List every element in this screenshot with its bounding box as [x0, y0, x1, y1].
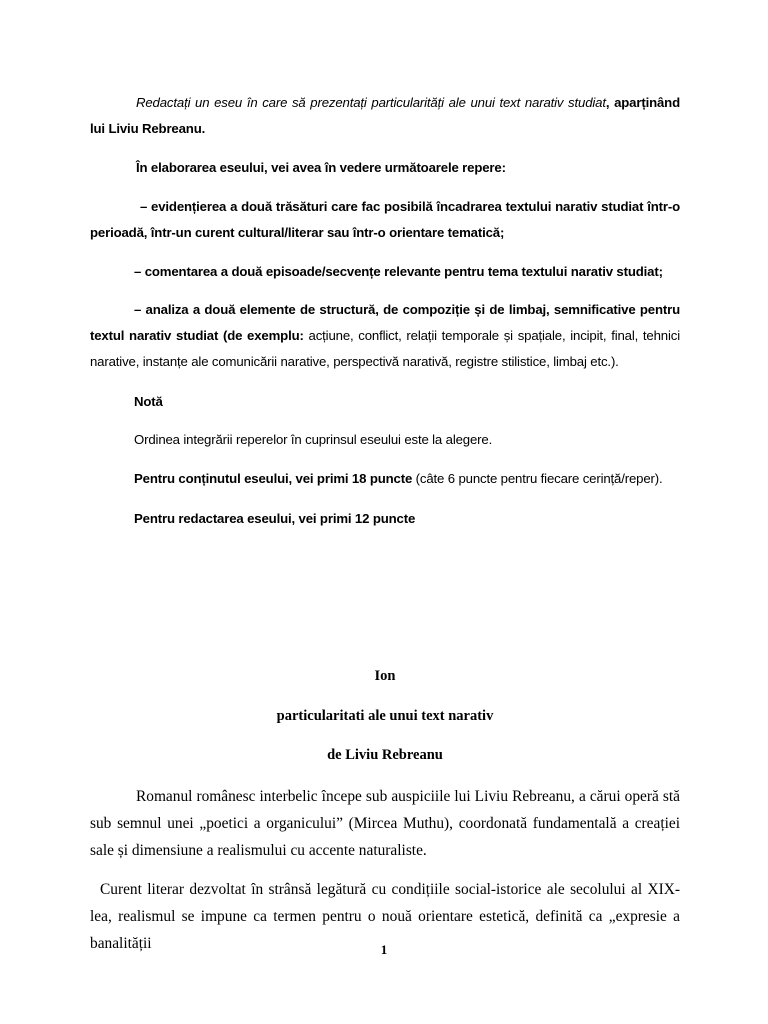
task-intro: [90, 90, 680, 142]
reper-3: [90, 297, 680, 375]
nota-label: [90, 389, 680, 415]
page-number: 1: [380, 942, 388, 957]
reper-1-text: – evidențierea a două trăsături care fac posibilă încadrarea textului narativ studiat într-o perioadă, într-un curent cultural/literar sau într-o orientare tematică;: [90, 199, 680, 240]
essay-paragraph-1-text: Romanul românesc interbelic începe sub auspiciile lui Liviu Rebreanu, a cărui operă stă sub semnul unei „poetici a organicului” (Mircea Muthu), coordonată fundamentală a creației sale și dimensiune a realismului cu accente naturaliste.: [90, 788, 680, 859]
essay-title: Ion: [374, 668, 396, 684]
nota-label-text: Notă: [134, 394, 163, 409]
reper-3-bold: – analiza a două elemente de structură, de compoziție și de limbaj, semnificative pentru textul narativ studiat (de exemplu:: [90, 302, 680, 343]
reper-2: [90, 259, 680, 285]
content-points-bold: Pentru conținutul eseului, vei primi 18 puncte: [134, 471, 413, 486]
writing-points: [90, 506, 680, 532]
content-points-normal: (câte 6 puncte pentru fiecare cerință/reper).: [412, 471, 663, 486]
reper-1: [90, 194, 680, 246]
task-intro-bold: , aparținând lui Liviu Rebreanu.: [90, 95, 680, 136]
content-points: [90, 466, 680, 492]
writing-points-text: Pentru redactarea eseului, vei primi 12 puncte: [134, 511, 416, 526]
reper-3-normal: acțiune, conflict, relații temporale și spațiale, incipit, final, tehnici narative, instanțe ale comunicării narative, perspectivă narativă, registre stilistice, limbaj etc.).: [90, 328, 680, 369]
repere-heading-text: În elaborarea eseului, vei avea în vedere următoarele repere:: [136, 160, 506, 175]
task-intro-italic: Redactați un eseu în care să prezentați particularități ale unui text narativ studiat: [136, 95, 606, 110]
essay-author-line: de Liviu Rebreanu: [327, 747, 443, 763]
essay-paragraph-2: [90, 876, 680, 952]
nota-order-text: Ordinea integrării reperelor în cuprinsul eseului este la alegere.: [134, 432, 493, 447]
nota-order: [90, 427, 680, 453]
essay-subtitle: particularitati ale unui text narativ: [276, 708, 494, 724]
essay-paragraph-2-text: Curent literar dezvoltat în strânsă legătură cu condițiile social-istorice ale secolului al XIX-lea, realismul se impune ca termen pentru o nouă orientare estetică, definită ca „expresie a banalității: [90, 881, 680, 952]
repere-heading: [90, 155, 680, 181]
essay-paragraph-1: [90, 783, 680, 864]
reper-2-text: – comentarea a două episoade/secvențe relevante pentru tema textului narativ studiat;: [134, 264, 663, 279]
